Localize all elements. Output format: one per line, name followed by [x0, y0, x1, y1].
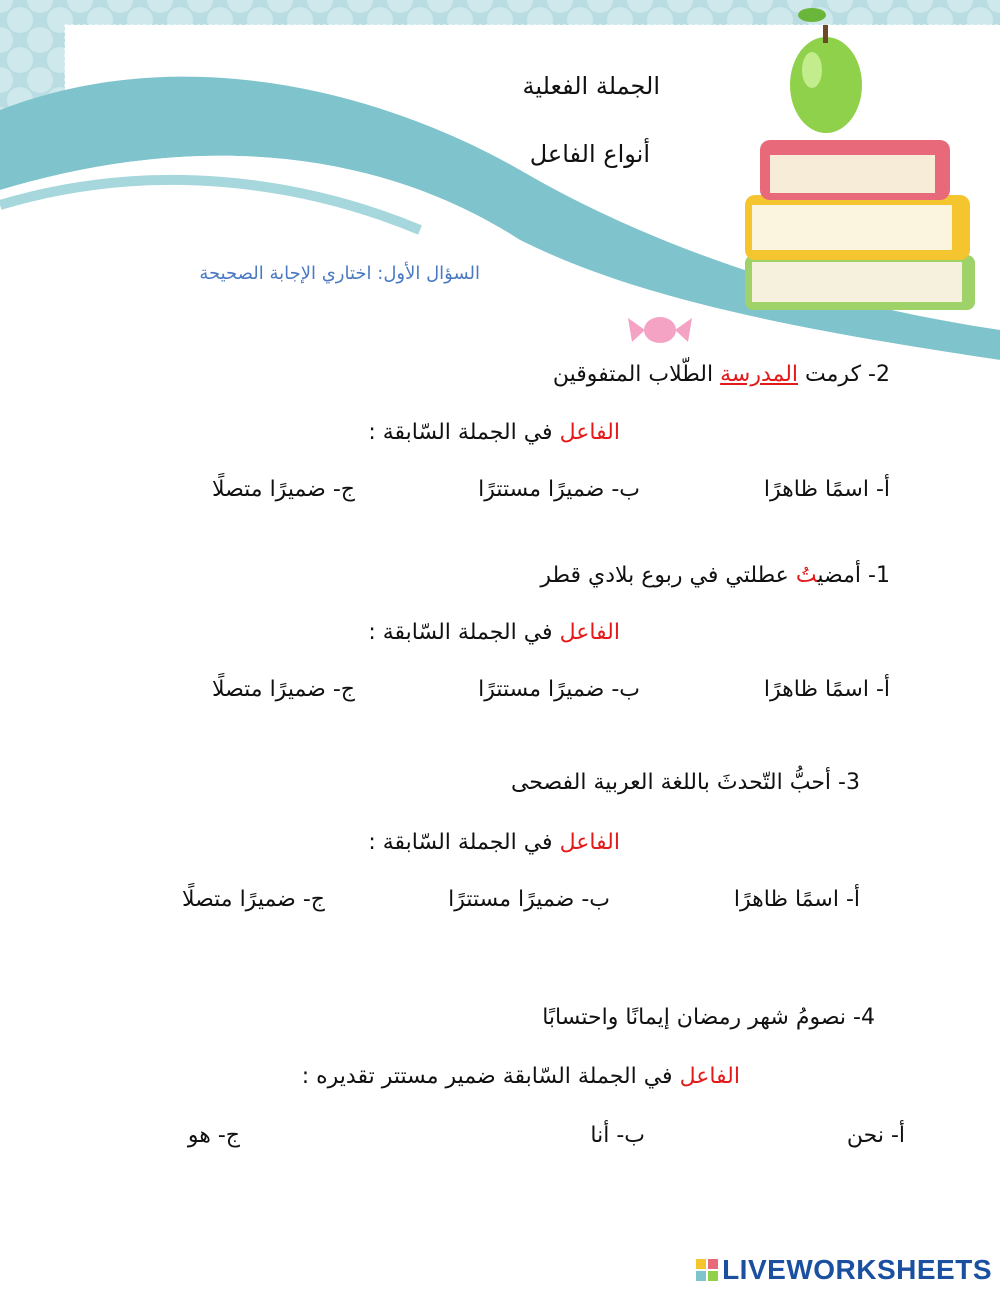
- option-b[interactable]: ب- ضميرًا مستترًا: [478, 477, 640, 502]
- question-4-prompt: الفاعل في الجملة السّابقة ضمير مستتر تقديره :: [301, 1064, 740, 1089]
- logo-text: LIVEWORKSHEETS: [722, 1254, 992, 1285]
- question-number: 2-: [868, 362, 890, 387]
- option-c[interactable]: ج- هو: [187, 1123, 240, 1148]
- option-b[interactable]: ب- أنا: [590, 1123, 645, 1148]
- option-c[interactable]: ج- ضميرًا متصلًا: [181, 887, 325, 912]
- question-number: 3-: [838, 770, 860, 795]
- question-3-prompt: الفاعل في الجملة السّابقة :: [368, 830, 620, 855]
- page-subtitle: أنواع الفاعل: [529, 140, 650, 168]
- question-2-prompt: الفاعل في الجملة السّابقة :: [368, 420, 620, 445]
- option-c[interactable]: ج- ضميرًا متصلًا: [211, 677, 355, 702]
- option-b[interactable]: ب- ضميرًا مستترًا: [478, 677, 640, 702]
- option-a[interactable]: أ- اسمًا ظاهرًا: [733, 887, 860, 912]
- highlighted-word: المدرسة: [720, 362, 799, 387]
- question-2-sentence: 2- كرمت المدرسة الطّلاب المتفوقين: [552, 362, 890, 387]
- option-b[interactable]: ب- ضميرًا مستترًا: [448, 887, 610, 912]
- option-c[interactable]: ج- ضميرًا متصلًا: [211, 477, 355, 502]
- question-number: 1-: [868, 563, 890, 588]
- header-decoration: [0, 0, 1000, 360]
- question-3-sentence: 3- أحبُّ التّحدثَ باللغة العربية الفصحى: [510, 770, 860, 795]
- page-title: الجملة الفعلية: [522, 72, 660, 100]
- question-4-sentence: 4- نصومُ شهر رمضان إيمانًا واحتسابًا: [542, 1005, 875, 1030]
- question-1-prompt: الفاعل في الجملة السّابقة :: [368, 620, 620, 645]
- logo-cubes-icon: [696, 1259, 718, 1281]
- question-1-sentence: 1- أمضيتُ عطلتي في ربوع بلادي قطر: [540, 563, 890, 588]
- question-number: 4-: [853, 1005, 875, 1030]
- instruction-text: السؤال الأول: اختاري الإجابة الصحيحة: [199, 263, 480, 284]
- highlighted-suffix: تُ: [795, 563, 818, 588]
- option-a[interactable]: أ- اسمًا ظاهرًا: [763, 477, 890, 502]
- option-a[interactable]: أ- اسمًا ظاهرًا: [763, 677, 890, 702]
- liveworksheets-logo: [696, 1254, 992, 1286]
- option-a[interactable]: أ- نحن: [846, 1123, 905, 1148]
